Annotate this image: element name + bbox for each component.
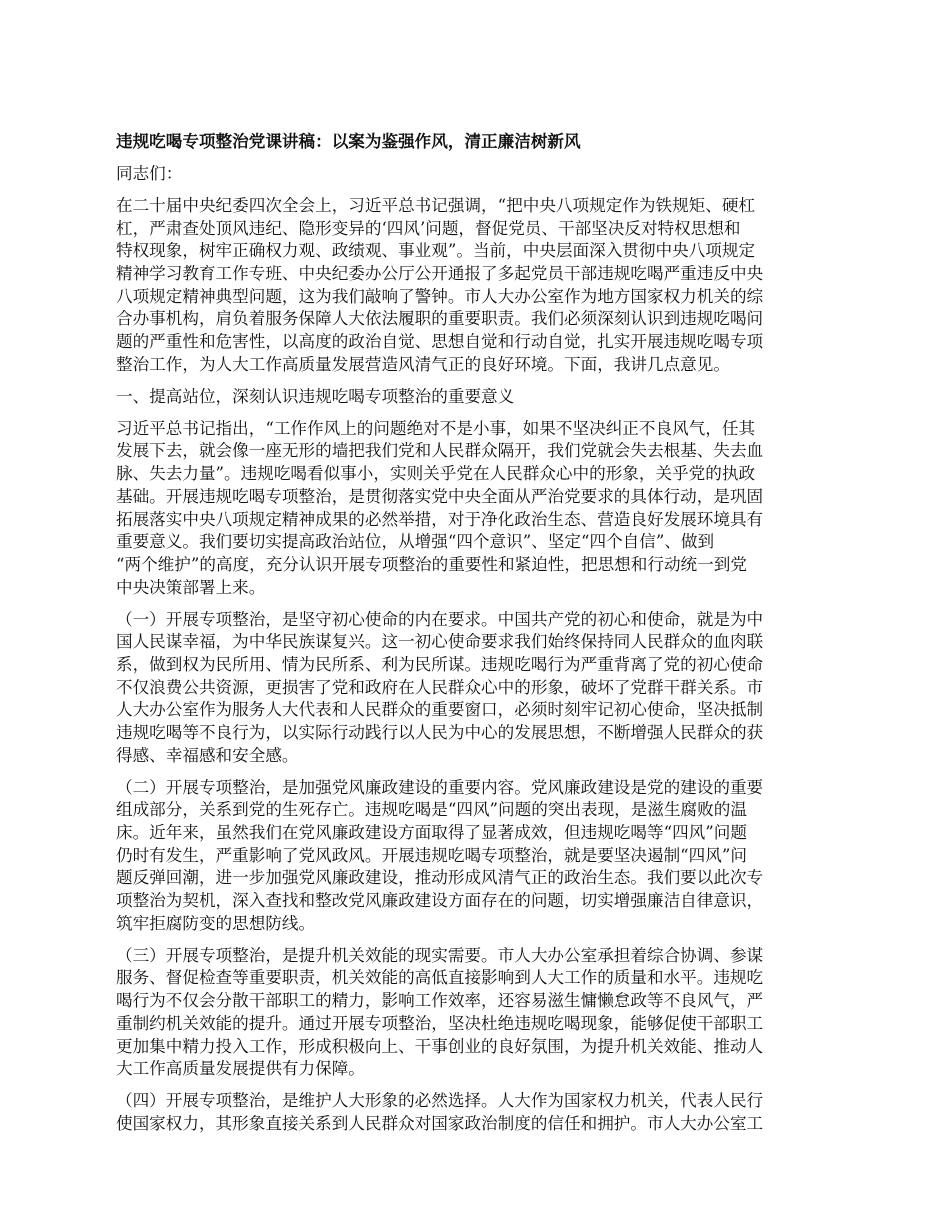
text-line: 服务、督促检查等重要职责，机关效能的高低直接影响到人大工作的质量和水平。违规吃	[116, 968, 764, 988]
text-line: 重制约机关效能的提升。通过开展专项整治，坚决杜绝违规吃喝现象，能够促使干部职工	[116, 1013, 764, 1033]
intro-paragraph	[116, 195, 840, 377]
section-heading	[116, 386, 840, 409]
text-line: 八项规定精神典型问题，这为我们敲响了警钟。市人大办公室作为地方国家权力机关的综	[116, 286, 764, 306]
text-line: 系，做到权为民所用、情为民所系、利为民所谋。违规吃喝行为严重背离了党的初心使命	[116, 654, 764, 674]
text-line: 筑牢拒腐防变的思想防线。	[116, 913, 316, 933]
text-line: 组成部分，关系到党的生死存亡。违规吃喝是“四风”问题的突出表现，是滋生腐败的温	[116, 800, 747, 820]
text-line: （四）开展专项整治，是维护人大形象的必然选择。人大作为国家权力机关，代表人民行	[116, 1091, 764, 1111]
text-line: 中央决策部署上来。	[116, 577, 266, 597]
text-line: 不仅浪费公共资源，更损害了党和政府在人民群众心中的形象，破坏了党群干群关系。市	[116, 677, 764, 697]
title-text: 违规吃喝专项整治党课讲稿：以案为鉴强作风，清正廉洁树新风	[116, 132, 581, 151]
text-line: 仍时有发生，严重影响了党风政风。开展违规吃喝专项整治，就是要坚决遏制“四风”问	[116, 845, 747, 865]
text-line: 重要意义。我们要切实提高政治站位，从增强“四个意识”、坚定“四个自信”、做到	[116, 532, 715, 552]
text-line: 喝行为不仅会分散干部职工的精力，影响工作效率，还容易滋生慵懒怠政等不良风气，严	[116, 991, 764, 1011]
subsection-1-paragraph	[116, 609, 840, 768]
text-line: 在二十届中央纪委四次全会上，习近平总书记强调，“把中央八项规定作为铁规矩、硬杠	[116, 195, 756, 215]
text-line: 人大办公室作为服务人大代表和人民群众的重要窗口，必须时刻牢记初心使命，坚决抵制	[116, 700, 764, 720]
text-line: 一、提高站位，深刻认识违规吃喝专项整治的重要意义	[116, 386, 515, 406]
text-line: 杠，严肃查处顶风违纪、隐形变异的‘四风’问题，督促党员、干部坚决反对特权思想和	[116, 218, 741, 238]
text-line: 项整治为契机，深入查找和整改党风廉政建设方面存在的问题，切实增强廉洁自律意识，	[116, 891, 764, 911]
text-line: （二）开展专项整治，是加强党风廉政建设的重要内容。党风廉政建设是党的建设的重要	[116, 777, 764, 797]
text-line: 更加集中精力投入工作，形成积极向上、干事创业的良好氛围，为提升机关效能、推动人	[116, 1036, 764, 1056]
salutation-text: 同志们：	[116, 163, 183, 183]
text-line: “两个维护”的高度，充分认识开展专项整治的重要性和紧迫性，把思想和行动统一到党	[116, 554, 747, 574]
text-line: 合办事机构，肩负着服务保障人大依法履职的重要职责。我们必须深刻认识到违规吃喝问	[116, 309, 764, 329]
text-line: 得感、幸福感和安全感。	[116, 745, 299, 765]
section-paragraph	[116, 418, 840, 600]
text-line: 床。近年来，虽然我们在党风廉政建设方面取得了显著成效，但违规吃喝等“四风”问题	[116, 823, 747, 843]
text-line: 使国家权力，其形象直接关系到人民群众对国家政治制度的信任和拥护。市人大办公室工	[116, 1113, 764, 1133]
text-line: 违规吃喝等不良行为，以实际行动践行以人民为中心的发展思想，不断增强人民群众的获	[116, 722, 764, 742]
text-line: 题反弹回潮，进一步加强党风廉政建设，推动形成风清气正的政治生态。我们要以此次专	[116, 868, 764, 888]
text-line: 基础。开展违规吃喝专项整治，是贯彻落实党中央全面从严治党要求的具体行动，是巩固	[116, 486, 764, 506]
text-line: （一）开展专项整治，是坚守初心使命的内在要求。中国共产党的初心和使命，就是为中	[116, 609, 764, 629]
salutation	[116, 163, 840, 186]
document-page	[116, 131, 840, 1145]
subsection-2-paragraph	[116, 777, 840, 936]
document-title	[116, 131, 840, 154]
text-line: 习近平总书记指出，“工作作风上的问题绝对不是小事，如果不坚决纠正不良风气，任其	[116, 418, 756, 438]
text-line: 大工作高质量发展提供有力保障。	[116, 1059, 365, 1079]
text-line: 发展下去，就会像一座无形的墙把我们党和人民群众隔开，我们党就会失去根基、失去血	[116, 441, 764, 461]
text-line: 题的严重性和危害性，以高度的政治自觉、思想自觉和行动自觉，扎实开展违规吃喝专项	[116, 332, 764, 352]
text-line: （三）开展专项整治，是提升机关效能的现实需要。市人大办公室承担着综合协调、参谋	[116, 945, 764, 965]
text-line: 精神学习教育工作专班、中央纪委办公厅公开通报了多起党员干部违规吃喝严重违反中央	[116, 264, 764, 284]
text-line: 脉、失去力量”。违规吃喝看似事小，实则关乎党在人民群众心中的形象，关乎党的执政	[116, 464, 756, 484]
subsection-3-paragraph	[116, 945, 840, 1081]
subsection-4-paragraph	[116, 1090, 840, 1135]
text-line: 整治工作，为人大工作高质量发展营造风清气正的良好环境。下面，我讲几点意见。	[116, 354, 730, 374]
document-body	[116, 195, 840, 1136]
text-line: 国人民谋幸福，为中华民族谋复兴。这一初心使命要求我们始终保持同人民群众的血肉联	[116, 632, 764, 652]
text-line: 特权现象，树牢正确权力观、政绩观、事业观”。当前，中央层面深入贯彻中央八项规定	[116, 241, 756, 261]
text-line: 拓展落实中央八项规定精神成果的必然举措，对于净化政治生态、营造良好发展环境具有	[116, 509, 764, 529]
